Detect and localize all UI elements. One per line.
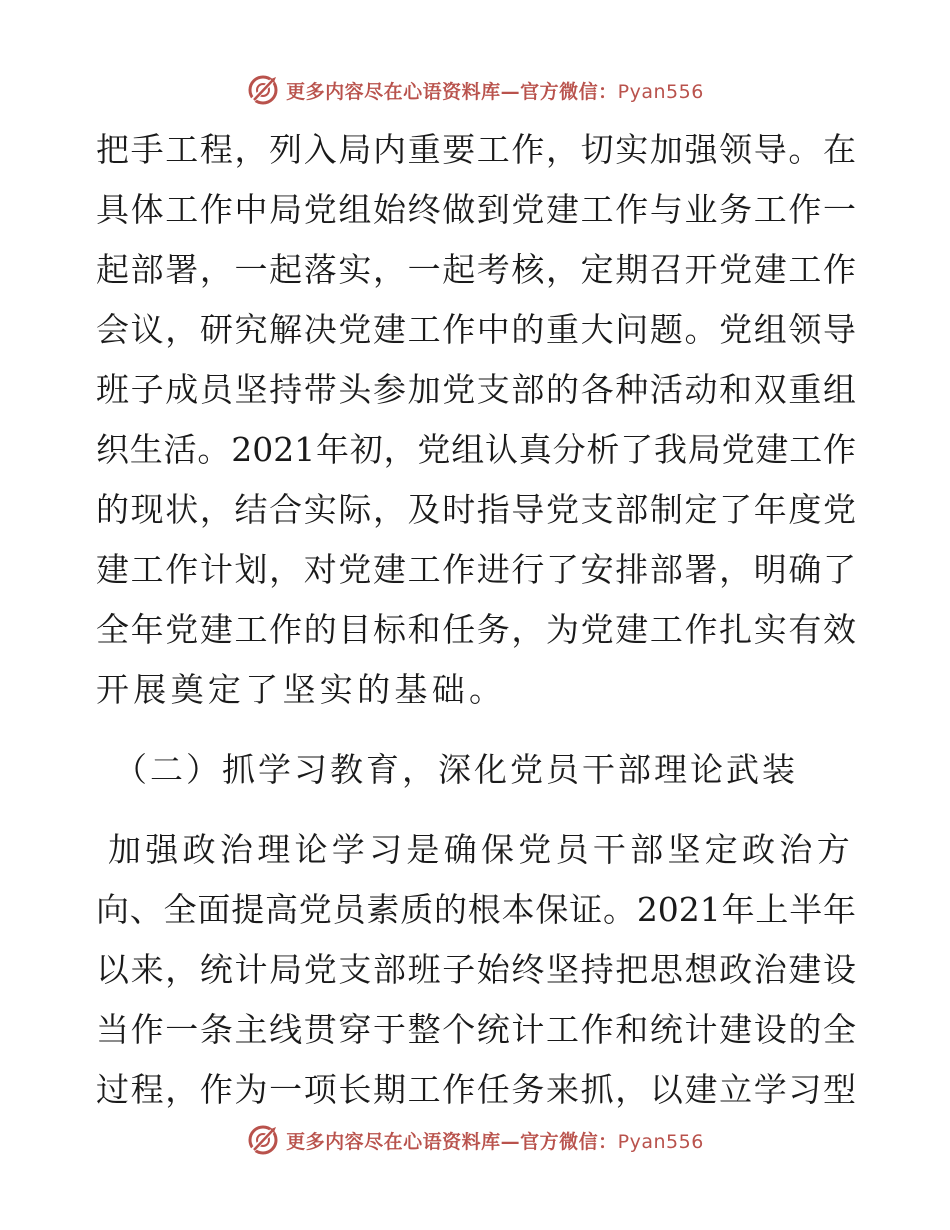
text-line: 班子成员坚持带头参加党支部的各种活动和双重组 xyxy=(96,370,856,409)
text-line: 会议，研究解决党建工作中的重大问题。党组领导 xyxy=(96,310,856,349)
text-line: 开展奠定了坚实的基础。 xyxy=(96,670,507,709)
watermark-logo-icon xyxy=(246,73,280,107)
paragraph-2 xyxy=(96,820,856,1120)
document-body xyxy=(96,120,856,1120)
section-heading: （二）抓学习教育，深化党员干部理论武装 xyxy=(114,750,798,789)
text-line: 向、全面提高党员素质的根本保证。2021年上半年 xyxy=(96,890,856,929)
paragraph-1 xyxy=(96,120,856,720)
text-line: 建工作计划，对党建工作进行了安排部署，明确了 xyxy=(96,550,856,589)
text-line: 加强政治理论学习是确保党员干部坚定政治方 xyxy=(108,830,854,869)
text-line: 具体工作中局党组始终做到党建工作与业务工作一 xyxy=(96,190,856,229)
watermark-text: 更多内容尽在心语资料库—官方微信：Pyan556 xyxy=(286,1130,704,1153)
text-line: 的现状，结合实际，及时指导党支部制定了年度党 xyxy=(96,490,856,529)
watermark-banner-bottom xyxy=(0,1120,950,1160)
text-line: 当作一条主线贯穿于整个统计工作和统计建设的全 xyxy=(96,1010,856,1049)
text-line: 过程，作为一项长期工作任务来抓，以建立学习型 xyxy=(96,1070,856,1109)
text-line: 织生活。2021年初，党组认真分析了我局党建工作 xyxy=(96,430,856,469)
text-line: 全年党建工作的目标和任务，为党建工作扎实有效 xyxy=(96,610,856,649)
text-line: 把手工程，列入局内重要工作，切实加强领导。在 xyxy=(96,130,856,169)
watermark-text: 更多内容尽在心语资料库—官方微信：Pyan556 xyxy=(286,80,704,103)
text-line: 以来，统计局党支部班子始终坚持把思想政治建设 xyxy=(96,950,856,989)
text-line: 起部署，一起落实，一起考核，定期召开党建工作 xyxy=(96,250,856,289)
watermark-logo-icon xyxy=(246,1123,280,1157)
watermark-banner-top xyxy=(0,70,950,110)
